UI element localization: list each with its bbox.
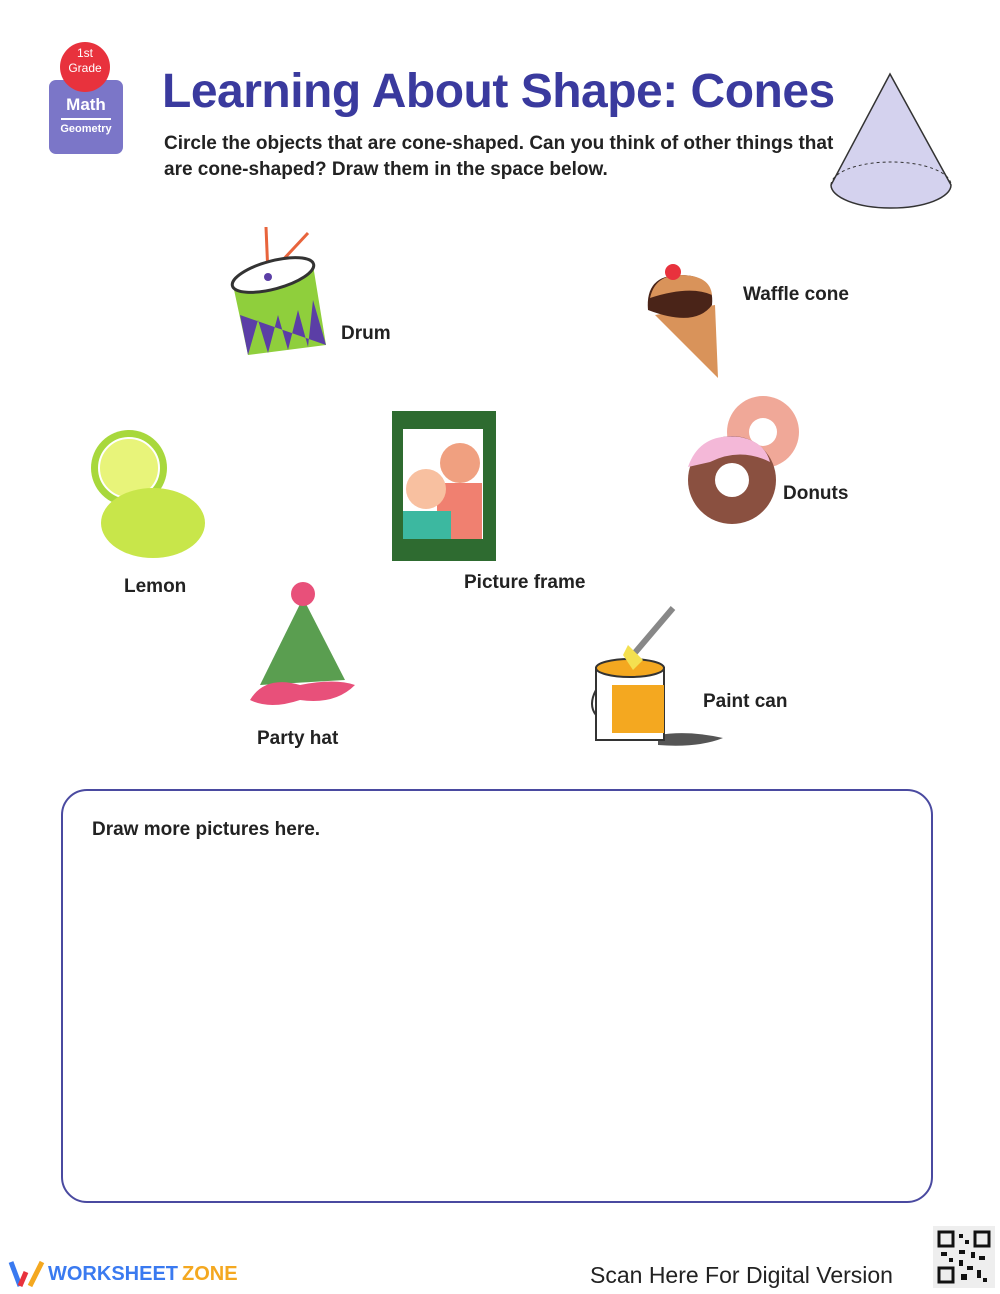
lemon-label: Lemon: [124, 576, 187, 597]
subject-label: Math: [66, 95, 106, 114]
party-hat-illustration: [245, 580, 360, 715]
paint-can-label: Paint can: [703, 691, 788, 712]
picture-frame-label: Picture frame: [464, 572, 586, 593]
brand-part1: WORKSHEET: [48, 1262, 178, 1285]
grade-badge: 1st Grade: [60, 42, 110, 92]
lemon-illustration: [85, 428, 210, 563]
paint-can-illustration: [588, 600, 728, 748]
scan-text: Scan Here For Digital Version: [590, 1262, 893, 1288]
drawing-area[interactable]: [61, 789, 933, 1203]
brand-logo-icon: [8, 1258, 48, 1290]
drum-illustration: [228, 225, 328, 360]
waffle-cone-label: Waffle cone: [743, 284, 849, 305]
donuts-label: Donuts: [783, 483, 849, 504]
waffle-cone-illustration: [640, 260, 725, 380]
topic-label: Geometry: [60, 123, 112, 135]
picture-frame-illustration: [392, 411, 497, 561]
instructions: Circle the objects that are cone-shaped. Can you think of other things that are cone-shaped? Draw them in the space below.: [164, 133, 834, 180]
cone-illustration: [825, 70, 960, 220]
page-title: Learning About Shape: Cones: [162, 65, 835, 118]
drawing-area-label: Draw more pictures here.: [92, 819, 321, 840]
donuts-illustration: [680, 392, 805, 527]
brand-logo: [8, 1258, 238, 1290]
qr-code-icon[interactable]: [933, 1226, 995, 1288]
brand-part2: ZONE: [182, 1262, 238, 1285]
drum-label: Drum: [341, 323, 391, 344]
party-hat-label: Party hat: [257, 728, 339, 749]
